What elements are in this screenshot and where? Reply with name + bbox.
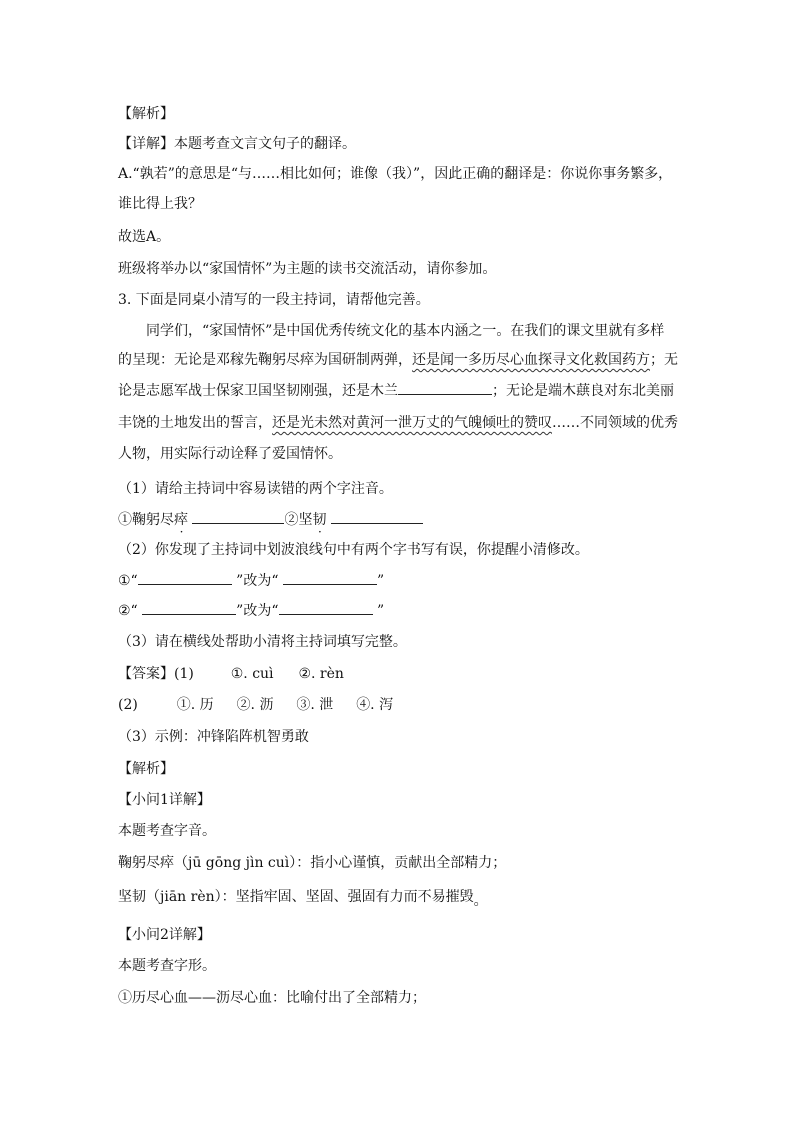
- option-a-line-2: 谁比得上我？: [118, 196, 202, 212]
- text-span: ；无论是端木蕻良对东北美丽: [492, 383, 674, 399]
- wrong-char-blank-2[interactable]: [142, 600, 236, 615]
- sub1-pinyin-line-1: 鞠躬尽瘁（jū gōng jìn cuì）：指小心谨慎，贡献出全部精力；: [118, 855, 507, 871]
- sub-question-2-row-1: [118, 570, 384, 591]
- text-span: ”: [376, 603, 385, 619]
- dotted-char: 韧: [312, 512, 327, 528]
- fill-blank-line[interactable]: [398, 380, 492, 395]
- wavy-underlined-sentence-1: 还是闻一多历尽心血探寻文化救国药方: [412, 352, 650, 368]
- correct-char-blank-1[interactable]: [283, 570, 377, 585]
- analysis-tag-2: 【解析】: [118, 761, 174, 777]
- sub2-detail-tag: 【小问2详解】: [118, 927, 211, 943]
- answer-item: ②. 沥: [236, 697, 274, 713]
- sub1-pinyin-line-2: [118, 887, 488, 907]
- text-span: 坚韧（jiān rèn）：坚指牢固、坚固、强固有力而不易摧毁: [118, 889, 474, 905]
- answer-row-2: [118, 695, 393, 715]
- text-span: ②坚: [284, 512, 313, 528]
- q3-title: 3. 下面是同桌小清写的一段主持词，请帮他完善。: [118, 292, 430, 308]
- text-span: 丰饶的土地发出的誓言，: [118, 415, 272, 431]
- sub1-detail-text: 本题考查字音。: [118, 823, 216, 839]
- analysis-tag: 【解析】: [118, 106, 174, 122]
- pinyin-blank-2[interactable]: [331, 509, 423, 524]
- answer-num: (1): [174, 666, 194, 682]
- q3-paragraph-line-5: 人物，用实际行动诠释了爱国情怀。: [118, 446, 342, 462]
- text-span: 论是志愿军战士保家卫国坚韧刚强，还是木兰: [118, 383, 398, 399]
- answer-item: ②. rèn: [298, 666, 344, 682]
- detail-line: 【详解】本题考查文言文句子的翻译。: [118, 136, 356, 152]
- intro-line: 班级将举办以“家国情怀”为主题的读书交流活动，请你参加。: [118, 261, 497, 277]
- text-span: ②“: [118, 603, 138, 619]
- q3-paragraph-line-2: [118, 350, 678, 370]
- pinyin-blank-1[interactable]: [192, 509, 284, 524]
- q3-paragraph-line-4: [118, 413, 678, 433]
- sub2-line-1: ①历尽心血——沥尽心血：比喻付出了全部精力；: [118, 990, 426, 1006]
- choose-line: 故选A。: [118, 229, 171, 245]
- text-span: ”改为“: [236, 603, 279, 619]
- text-span: ”: [376, 573, 385, 589]
- option-a-line-1: A.“孰若”的意思是“与……相比如何；谁像（我）”，因此正确的翻译是：你说你事务繁多，: [118, 166, 673, 182]
- answer-num: (2): [118, 697, 138, 713]
- text-span: ；无: [650, 352, 678, 368]
- sub-question-2-row-2: [118, 600, 384, 621]
- sub-question-3: （3）请在横线处帮助小清将主持词填写完整。: [118, 634, 407, 650]
- dotted-char: 瘁: [174, 512, 188, 528]
- trailing-period: 。: [473, 893, 488, 909]
- text-span: 的呈现：无论是邓稼先鞠躬尽瘁为国研制两弹，: [118, 352, 412, 368]
- answer-item: ①. cuì: [230, 666, 274, 682]
- sub-question-1: （1）请给主持词中容易读错的两个字注音。: [118, 481, 393, 497]
- text-span: ”改为“: [236, 573, 279, 589]
- text-span: ①“: [118, 573, 138, 589]
- answer-item: ④. 泻: [356, 697, 394, 713]
- sub2-detail-text: 本题考查字形。: [118, 958, 216, 974]
- answer-row-3: （3）示例：冲锋陷阵机智勇敢: [118, 729, 309, 745]
- answer-row-1: [118, 664, 344, 684]
- wrong-char-blank-1[interactable]: [138, 570, 232, 585]
- sub1-detail-tag: 【小问1详解】: [118, 792, 211, 808]
- correct-char-blank-2[interactable]: [279, 600, 373, 615]
- text-span: ……不同领域的优秀: [552, 415, 678, 431]
- q3-paragraph-line-3: [118, 380, 674, 401]
- sub-question-2: （2）你发现了主持词中划波浪线句中有两个字书写有误，你提醒小清修改。: [118, 542, 589, 558]
- sub-question-1-blanks: [118, 509, 423, 530]
- wavy-underlined-sentence-2: 还是光未然对黄河一泄万丈的气魄倾吐的赞叹: [272, 415, 552, 431]
- answer-item: ③. 泄: [296, 697, 334, 713]
- answer-item: ①. 历: [176, 697, 214, 713]
- q3-paragraph-line-1: 同学们，“家国情怀”是中国优秀传统文化的基本内涵之一。在我们的课文里就有多样: [146, 323, 665, 339]
- text-span: ①鞠躬尽: [118, 512, 174, 528]
- answer-label: 【答案】: [118, 666, 174, 682]
